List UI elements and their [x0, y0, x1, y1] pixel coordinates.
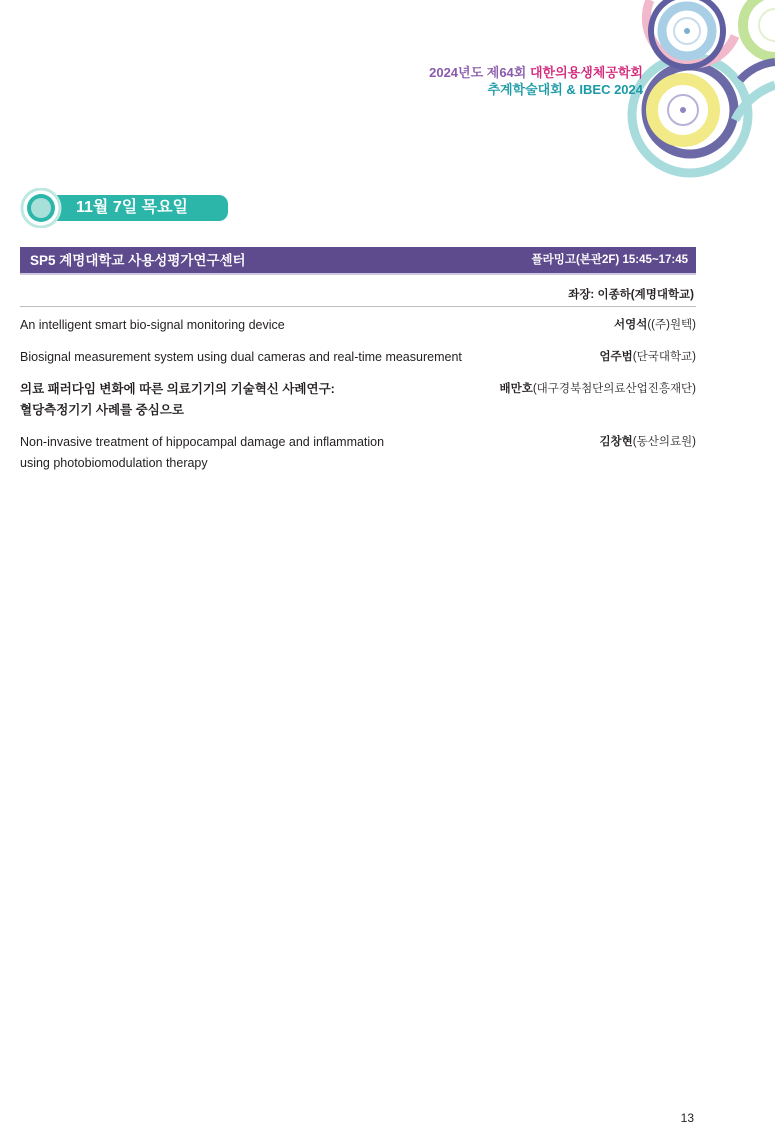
speaker-name: 엄주범 — [599, 351, 633, 363]
decorative-circles-graphic — [0, 0, 775, 180]
talk-title — [20, 432, 510, 474]
session-title: SP5 계명대학교 사용성평가연구센터 — [30, 253, 246, 268]
speaker-name: 서영석 — [614, 319, 648, 331]
talk-title-line2: using photobiomodulation therapy — [20, 456, 208, 470]
speaker-affiliation: (대구경북첨단의료산업진흥재단) — [532, 383, 696, 395]
date-label: 11월 7일 목요일 — [76, 199, 188, 216]
talk-title: An intelligent smart bio-signal monitoring device — [20, 318, 285, 332]
divider — [20, 306, 696, 307]
talk-speaker — [599, 347, 696, 368]
session-chair: 좌장: 이종하(계명대학교) — [568, 289, 694, 301]
conference-edition: 2024년도 제64회 — [429, 65, 527, 80]
talk-speaker — [599, 432, 696, 453]
speaker-name: 배만호 — [499, 383, 533, 395]
talk-speaker — [499, 379, 696, 400]
speaker-affiliation: ((주)원텍) — [647, 319, 696, 331]
talk-title — [20, 379, 510, 421]
page-number: 13 — [680, 1111, 694, 1125]
conference-header — [429, 64, 643, 98]
talk-title-line1: 의료 패러다임 변화에 따른 의료기기의 기술혁신 사례연구: — [20, 382, 335, 396]
speaker-name: 김창현 — [599, 436, 633, 448]
date-heading — [20, 188, 230, 228]
society-name: 대한의용생체공학회 — [529, 65, 643, 80]
speaker-affiliation: (단국대학교) — [632, 351, 696, 363]
conference-name-line1 — [429, 64, 643, 81]
talk-title-line2: 혈당측정기기 사례를 중심으로 — [20, 403, 184, 417]
talk-title-line1: Non-invasive treatment of hippocampal damage and inflammation — [20, 435, 385, 449]
speaker-affiliation: (동산의료원) — [632, 436, 696, 448]
talk-title: Biosignal measurement system using dual cameras and real-time measurement — [20, 350, 462, 364]
session-place-time: 플라밍고(본관2F) 15:45~17:45 — [531, 254, 688, 266]
conference-name-line2: 추계학술대회 & IBEC 2024 — [487, 82, 643, 97]
talk-speaker — [614, 315, 696, 336]
date-circle-icon — [20, 188, 62, 228]
session-header-bar — [20, 247, 696, 275]
